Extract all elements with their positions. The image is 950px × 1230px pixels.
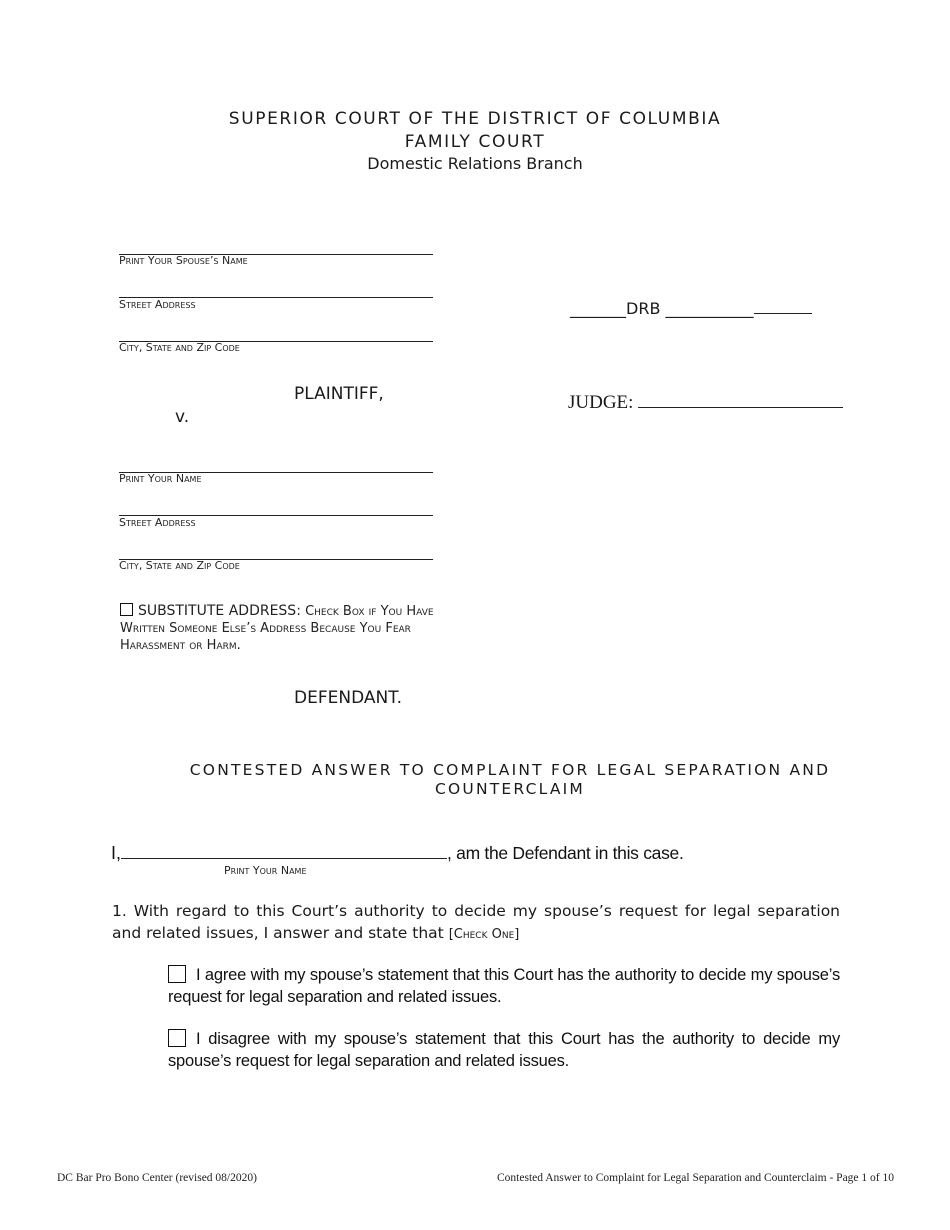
defendant-name-caption: Print Your Name (119, 472, 202, 485)
substitute-address-option (120, 603, 450, 654)
court-name: SUPERIOR COURT OF THE DISTRICT OF COLUMBIA (228, 109, 722, 129)
question-1-instruction: [Check One] (448, 927, 520, 942)
agree-option-text: I agree with my spouse’s statement that this Court has the authority to decide my spouse’s request for legal separation and related issues. (168, 966, 840, 1006)
court-branch: Domestic Relations Branch (367, 154, 583, 173)
footer-left: DC Bar Pro Bono Center (revised 08/2020) (57, 1172, 257, 1184)
substitute-address-lead: SUBSTITUTE ADDRESS: (138, 603, 301, 619)
intro-suffix: , am the Defendant in this case. (447, 843, 684, 863)
case-number-text: _______DRB ___________ (570, 299, 754, 318)
document-title: CONTESTED ANSWER TO COMPLAINT FOR LEGAL SEPARATION AND COUNTERCLAIM (189, 761, 831, 798)
plaintiff-street-caption: Street Address (119, 298, 196, 311)
footer-right: Contested Answer to Complaint for Legal Separation and Counterclaim - Page 1 of 10 (497, 1172, 894, 1184)
spouse-name-caption: Print Your Spouse’s Name (119, 254, 248, 267)
judge-label: JUDGE: (568, 392, 634, 413)
substitute-address-checkbox[interactable] (120, 603, 133, 616)
plaintiff-city-caption: City, State and Zip Code (119, 341, 240, 354)
judge-line (638, 391, 843, 408)
defendant-label: DEFENDANT. (294, 688, 402, 708)
intro-statement (111, 840, 684, 864)
question-1-option-disagree (168, 1028, 840, 1072)
disagree-option-text: I disagree with my spouse’s statement that this Court has the authority to decide my spouse’s request for legal separation and related issues. (168, 1030, 840, 1070)
defendant-city-caption: City, State and Zip Code (119, 559, 240, 572)
judge-field[interactable] (568, 391, 843, 414)
versus-label: v. (175, 407, 190, 427)
disagree-checkbox[interactable] (168, 1029, 186, 1047)
case-number-field[interactable] (570, 299, 812, 318)
intro-name-line[interactable] (121, 840, 447, 859)
question-1 (112, 900, 840, 946)
court-division: FAMILY COURT (404, 132, 546, 152)
question-1-text: 1. With regard to this Court’s authority to decide my spouse’s request for legal separation and related issues, I answer and state that (112, 902, 840, 942)
case-number-line (754, 301, 812, 314)
agree-checkbox[interactable] (168, 965, 186, 983)
intro-name-caption: Print Your Name (224, 864, 307, 877)
defendant-street-caption: Street Address (119, 516, 196, 529)
question-1-option-agree (168, 964, 840, 1008)
plaintiff-label: PLAINTIFF, (294, 384, 384, 404)
intro-prefix: I, (111, 843, 122, 863)
substitute-address-text: Check Box if You Have Written Someone Else’s Address Because You Fear Harassment or Harm. (120, 604, 434, 653)
